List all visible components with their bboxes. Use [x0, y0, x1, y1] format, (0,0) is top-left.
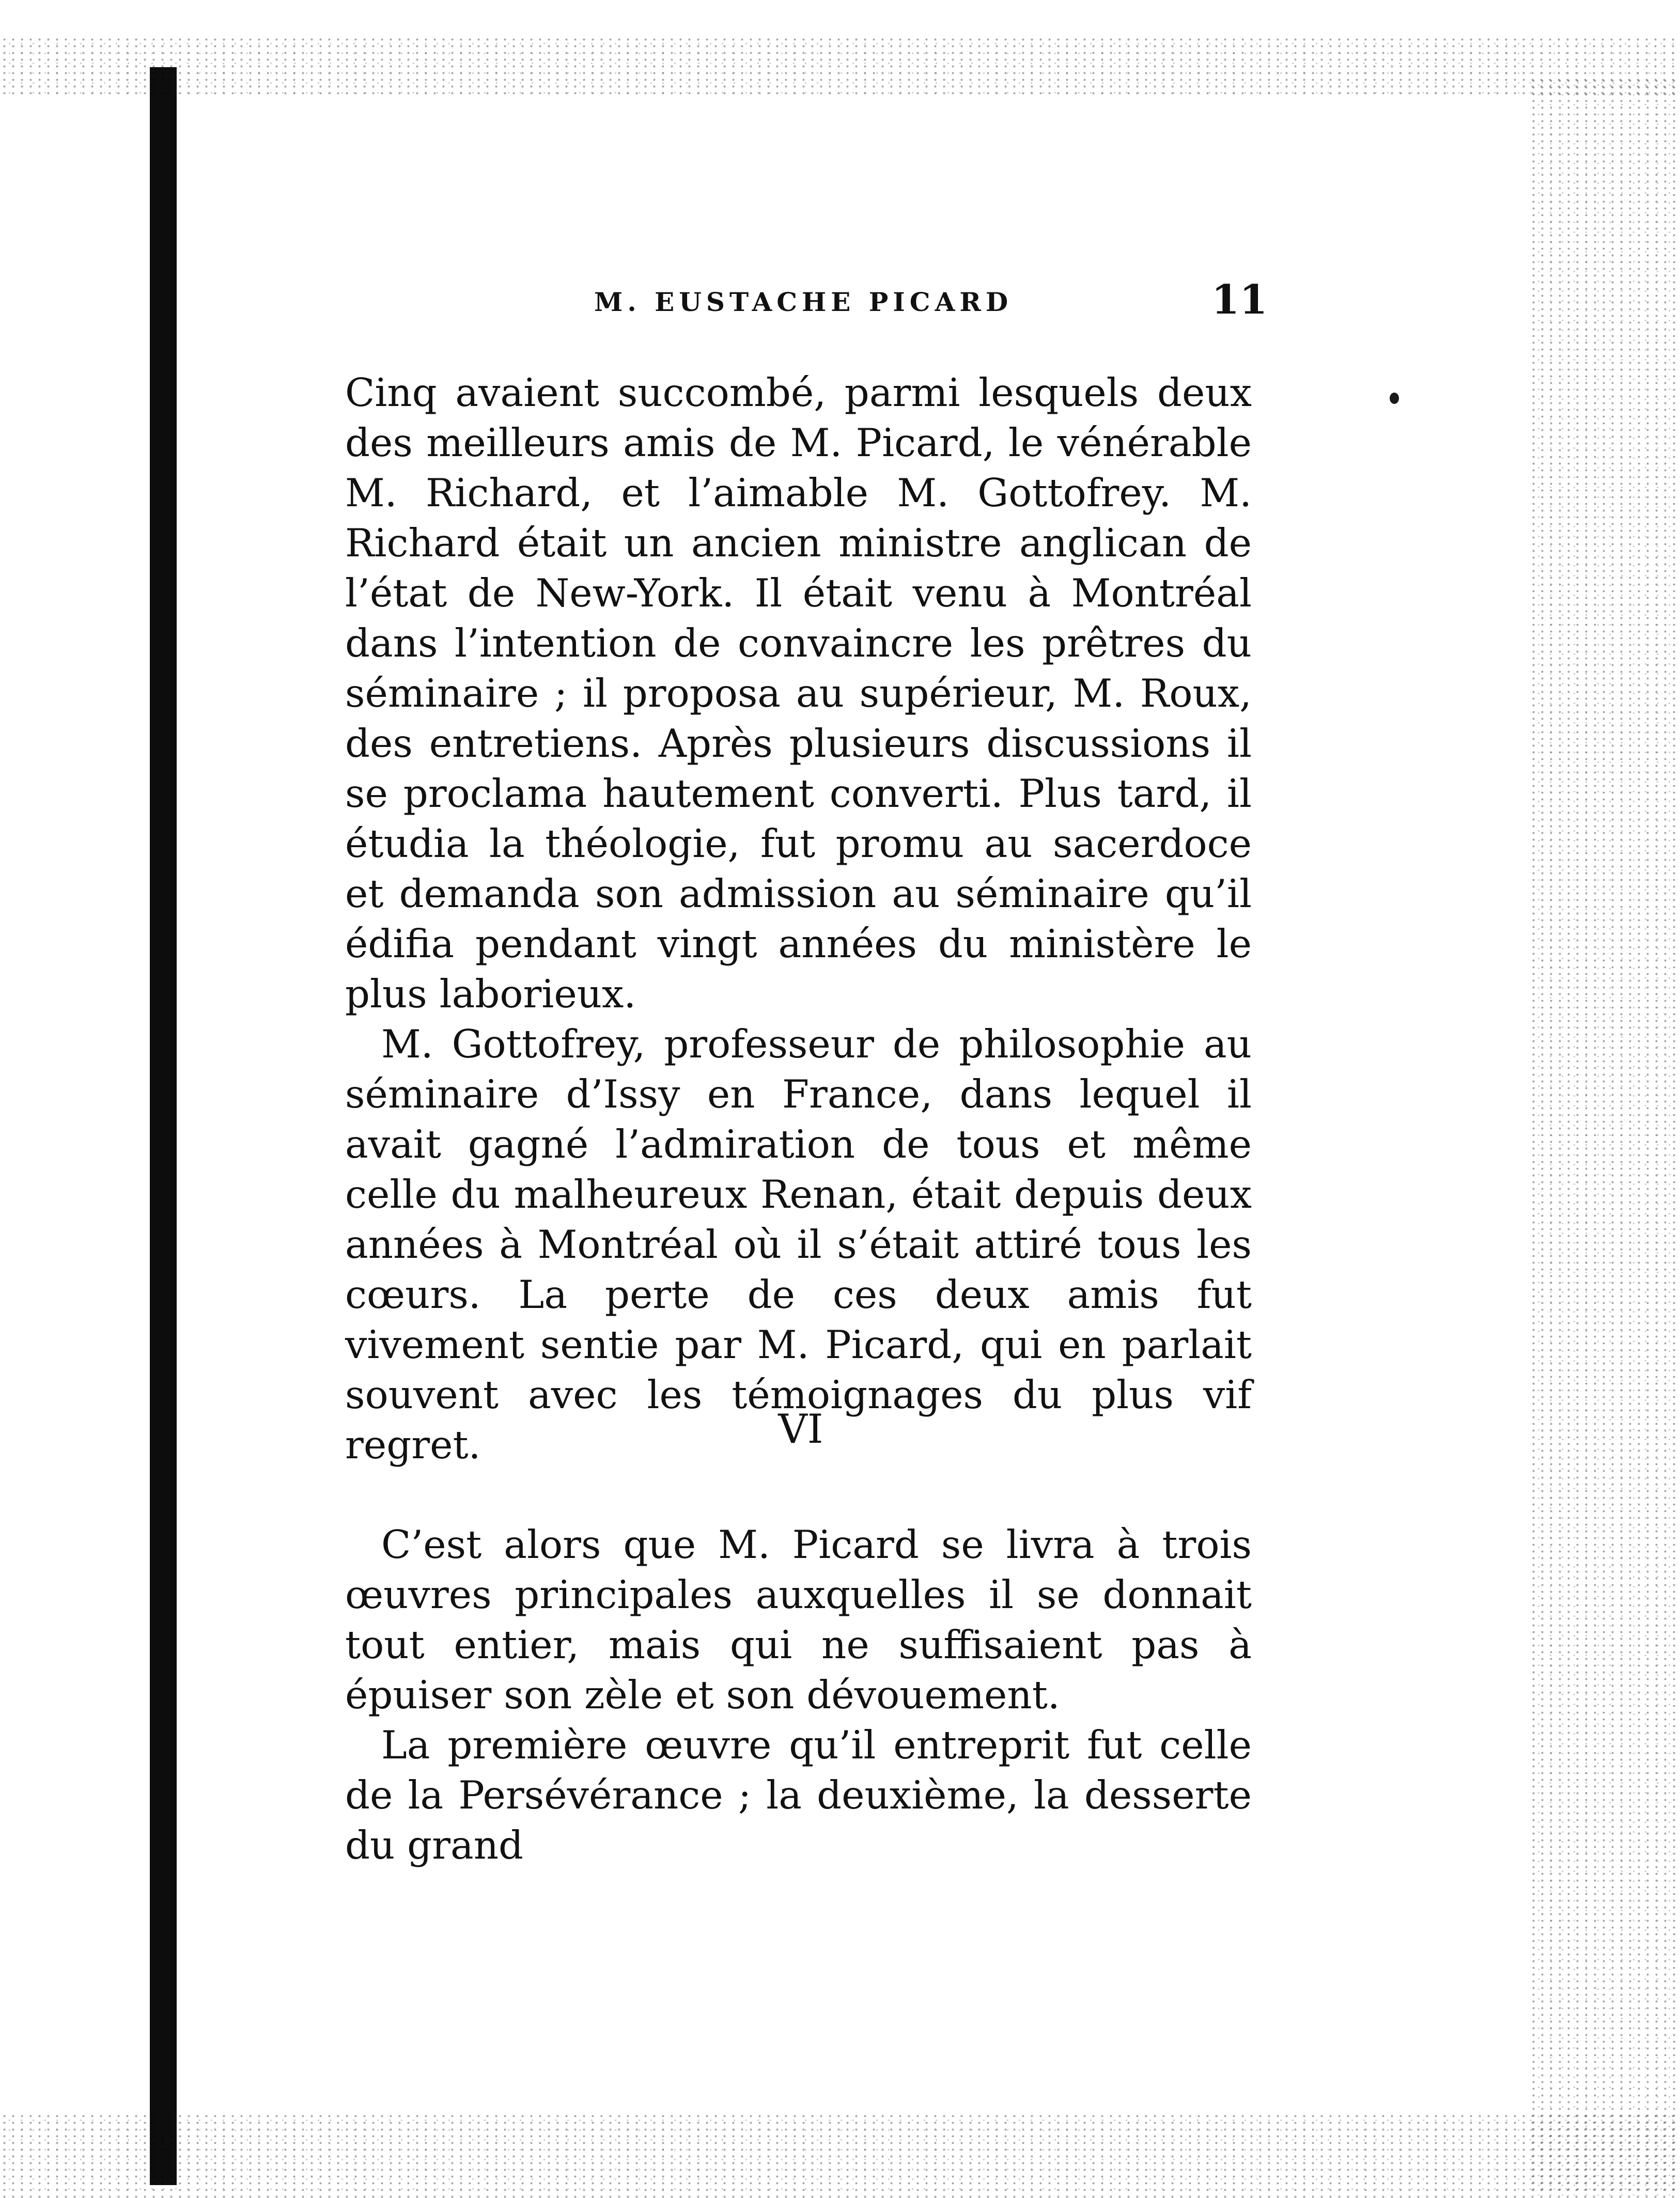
body-text-lower: [345, 1520, 1252, 1720]
paragraph: La première œuvre qu’il entreprit fut celle de la Persévérance ; la deuxième, la desserte du grand: [345, 1722, 1252, 1868]
scan-noise-right: [1529, 77, 1680, 2195]
ink-speck: [1390, 393, 1399, 404]
running-head: M. EUSTACHE PICARD: [594, 287, 1013, 317]
body-text-final: [345, 1720, 1252, 1870]
body-text-upper: [345, 368, 1252, 1470]
paragraph: Cinq avaient succombé, parmi lesquels deux des meilleurs amis de M. Picard, le vénérable M. Richard, et l’aimable M. Gottofrey. M. Richard était un ancien ministre anglican de l’état de New-York. Il était venu à Montréal dans l’intention de convaincre les prêtres du séminaire ; il proposa au supérieur, M. Roux, des entretiens. Après plusieurs discussions il se proclama hautement converti. Plus tard, il étudia la théologie, fut promu au sacerdoce et demanda son admission au séminaire qu’il édifia pendant vingt années du ministère le plus laborieux.: [345, 370, 1252, 1017]
paragraph: C’est alors que M. Picard se livra à trois œuvres principales auxquelles il se donnait tout entier, mais qui ne suffisaient pas à épuiser son zèle et son dévouement.: [345, 1522, 1252, 1718]
binding-shadow: [150, 67, 177, 2185]
scan-noise-bottom: [0, 2113, 1680, 2198]
page-number: 11: [1211, 276, 1268, 323]
scan-noise-top: [0, 36, 1680, 98]
section-heading: VI: [778, 1406, 823, 1453]
paragraph: M. Gottofrey, professeur de philosophie au séminaire d’Issy en France, dans lequel il avait gagné l’admiration de tous et même celle du malheureux Renan, était depuis deux années à Montréal où il s’était attiré tous les cœurs. La perte de ces deux amis fut vivement sentie par M. Picard, qui en parlait souvent avec les témoignages du plus vif regret.: [345, 1021, 1252, 1468]
